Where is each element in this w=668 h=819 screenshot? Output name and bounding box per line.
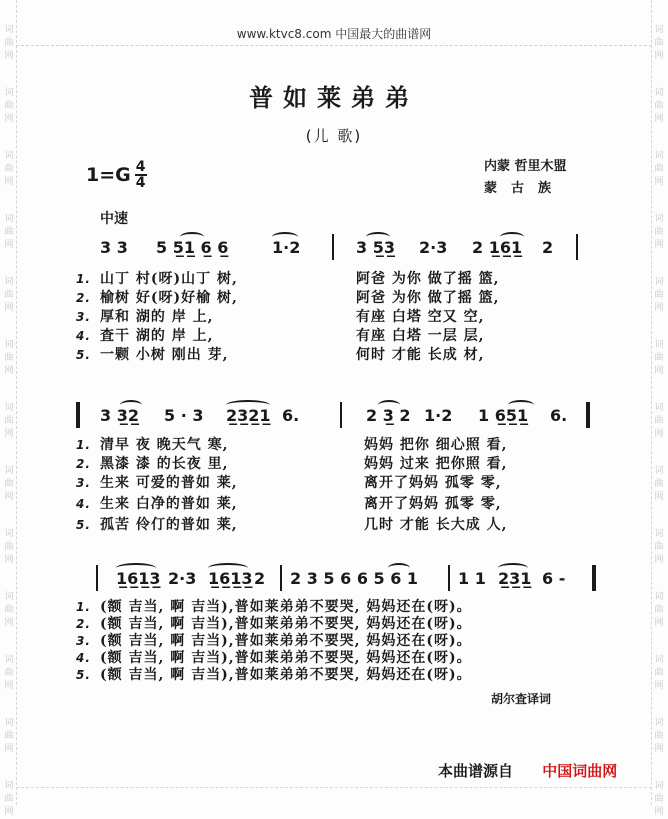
watermark-group [4,717,13,756]
watermark-char: 词 [4,340,14,350]
origin-region: 内蒙 哲里木盟 [484,159,567,174]
watermark-char: 网 [654,492,664,502]
watermark-char: 网 [654,681,664,691]
key-signature [86,160,147,190]
watermark-group [4,339,13,378]
watermark-char: 词 [654,88,664,98]
note-group: 1·2 [272,238,301,257]
watermark-char: 词 [654,592,664,602]
note-group: 3 3̲2̲ [100,406,139,425]
slur [272,232,298,242]
barline [448,565,450,591]
slur [388,563,410,573]
watermark-char: 网 [654,618,664,628]
site-url-line[interactable]: www.ktvc8.com 中国最大的曲谱网 [236,27,432,41]
watermark-char: 网 [654,555,664,565]
left-watermark-column [1,0,17,819]
watermark-char: 词 [4,25,14,35]
barline [280,565,282,591]
verse-line: 3. 厚和 湖的 岸 上, [76,309,214,325]
verse-line: 5. 一颗 小树 刚出 芽, [76,347,229,363]
verse-line: 几时 才能 长大成 人, [364,517,508,533]
watermark-char: 网 [654,366,664,376]
watermark-char: 网 [654,114,664,124]
slur [366,232,390,242]
note-group: 2 3 5 6 6 5 6 1 [290,569,419,588]
watermark-char: 词 [654,277,664,287]
watermark-char: 网 [654,429,664,439]
watermark-char: 曲 [4,794,14,804]
watermark-group [654,402,663,441]
note-group: 1̲6̲1̲3̲ [116,569,161,588]
watermark-char: 词 [654,403,664,413]
verse-line: 2. 榆树 好(呀)好榆 树, [76,290,238,306]
verse-line: 离开了妈妈 孤零 零, [364,475,502,491]
watermark-char: 网 [4,492,14,502]
song-origin [484,156,567,200]
slur [180,232,204,242]
note-group: 2 3̲ 2 [366,406,411,425]
slur [498,563,528,573]
watermark-group [654,717,663,756]
watermark-char: 曲 [654,605,664,615]
note-group: 3 5̲3̲ [356,238,395,257]
barline [96,565,98,591]
verse-line: 4. 査干 湖的 岸 上, [76,328,214,344]
note-group: 6 - [542,569,566,588]
verse-line: 3. 生来 可爱的普如 莱, [76,475,238,491]
watermark-group [4,276,13,315]
watermark-char: 网 [654,807,664,817]
watermark-char: 网 [4,303,14,313]
note-group: 3 3 [100,238,128,257]
source-footer [438,760,617,781]
barline [576,234,578,260]
watermark-char: 词 [654,340,664,350]
watermark-char: 词 [4,529,14,539]
watermark-char: 词 [654,781,664,791]
watermark-char: 网 [4,681,14,691]
source-label: 本曲谱源自 [438,762,514,780]
translator-credit: 胡尔査译词 [491,692,552,706]
watermark-char: 曲 [4,164,14,174]
watermark-group [654,213,663,252]
verse-line: 有座 白塔 空又 空, [356,309,485,325]
watermark-char: 网 [4,114,14,124]
note-group: 2 [542,238,554,257]
note-group: 2·3 [419,238,448,257]
watermark-char: 词 [654,151,664,161]
note-group: 2̲3̲1̲ [498,569,532,588]
barline [332,234,334,260]
note-group: 6. [550,406,568,425]
time-signature-top: 4 [135,159,146,175]
watermark-group [654,276,663,315]
watermark-char: 网 [4,51,14,61]
notation-row [96,563,616,591]
watermark-char: 网 [654,51,664,61]
watermark-char: 网 [4,744,14,754]
verse-line: 3. (额 吉当, 啊 吉当),普如莱弟弟不要哭, 妈妈还在(呀)。 [76,633,472,649]
watermark-char: 网 [654,303,664,313]
note-group: 1·2 [424,406,453,425]
watermark-char: 词 [654,718,664,728]
watermark-char: 词 [654,529,664,539]
watermark-char: 词 [4,466,14,476]
key-label: 1=G [86,164,131,186]
slur [120,400,142,410]
score-system-2 [76,400,596,533]
song-subtitle: (儿 歌) [305,127,363,145]
verse-line: 阿爸 为你 做了摇 篮, [356,271,500,287]
watermark-char: 曲 [654,101,664,111]
verse-line: 阿爸 为你 做了摇 篮, [356,290,500,306]
watermark-char: 词 [4,151,14,161]
watermark-group [654,654,663,693]
barline [76,402,80,428]
slur [378,400,400,410]
watermark-char: 网 [4,240,14,250]
watermark-char: 词 [4,592,14,602]
watermark-char: 曲 [4,731,14,741]
watermark-char: 词 [654,655,664,665]
time-signature [135,160,147,190]
slur [226,400,270,410]
watermark-char: 曲 [654,542,664,552]
watermark-char: 网 [4,429,14,439]
watermark-group [654,780,663,819]
verse-line: 何时 才能 长成 材, [356,347,485,363]
watermark-char: 网 [4,366,14,376]
slur [500,232,524,242]
watermark-char: 曲 [4,353,14,363]
verse-line: 5. (额 吉当, 啊 吉当),普如莱弟弟不要哭, 妈妈还在(呀)。 [76,667,472,683]
watermark-char: 曲 [4,668,14,678]
notation-row [76,232,596,260]
watermark-char: 曲 [4,605,14,615]
verse-line: 妈妈 过来 把你照 看, [364,456,508,472]
bottom-divider [16,787,652,788]
verse-line: 4. (额 吉当, 啊 吉当),普如莱弟弟不要哭, 妈妈还在(呀)。 [76,650,472,666]
barline [340,402,342,428]
note-group: 2̲3̲2̲1̲ [226,406,271,425]
barline [592,565,596,591]
watermark-group [4,591,13,630]
brand-link[interactable]: 中国词曲网 [542,762,618,780]
watermark-char: 曲 [654,416,664,426]
time-signature-bottom: 4 [135,175,146,191]
watermark-char: 词 [4,403,14,413]
verse-line: 妈妈 把你 细心照 看, [364,437,508,453]
watermark-group [4,465,13,504]
watermark-char: 网 [654,240,664,250]
watermark-char: 曲 [654,38,664,48]
verse-line: 4. 生来 白净的普如 莱, [76,496,238,512]
slur [208,563,248,573]
note-group: 2 1̲6̲1̲ [472,238,523,257]
watermark-char: 曲 [4,38,14,48]
note-group: 5 · 3 [164,406,204,425]
watermark-char: 曲 [654,731,664,741]
watermark-char: 曲 [4,542,14,552]
watermark-group [4,654,13,693]
watermark-char: 曲 [654,353,664,363]
watermark-char: 曲 [4,416,14,426]
note-group: 2 [254,569,266,588]
notation-row [76,400,596,428]
verse-line: 有座 白塔 一层 层, [356,328,485,344]
watermark-group [654,528,663,567]
watermark-char: 网 [4,177,14,187]
watermark-group [4,213,13,252]
note-group: 1 6̲5̲1̲ [478,406,529,425]
slur [508,400,534,410]
watermark-char: 网 [4,555,14,565]
verse-line: 2. (额 吉当, 啊 吉当),普如莱弟弟不要哭, 妈妈还在(呀)。 [76,616,472,632]
top-divider [16,45,652,46]
right-watermark-column [651,0,667,819]
note-group: 1 1 [458,569,486,588]
watermark-char: 网 [4,618,14,628]
watermark-char: 词 [4,781,14,791]
tempo-marking: 中速 [100,211,128,227]
watermark-char: 网 [4,807,14,817]
verse-line: 1. 山丁 村(呀)山丁 树, [76,271,238,287]
watermark-char: 网 [654,177,664,187]
watermark-char: 曲 [654,290,664,300]
score-system-3 [76,563,616,683]
watermark-char: 曲 [654,479,664,489]
watermark-char: 曲 [4,227,14,237]
watermark-group [654,339,663,378]
watermark-char: 词 [654,466,664,476]
note-group: 6. [282,406,300,425]
watermark-char: 曲 [4,101,14,111]
watermark-char: 曲 [654,668,664,678]
note-group: 5 5̲1̲ 6̲ 6̲ [156,238,229,257]
watermark-group [4,150,13,189]
barline [586,402,590,428]
watermark-group [654,465,663,504]
verse-line: 离开了妈妈 孤零 零, [364,496,502,512]
watermark-group [654,591,663,630]
watermark-char: 网 [654,744,664,754]
watermark-char: 曲 [654,164,664,174]
song-title: 普如莱弟弟 [249,83,419,112]
watermark-char: 词 [4,214,14,224]
watermark-char: 曲 [654,227,664,237]
note-group: 2·3 [168,569,197,588]
slur [116,563,156,573]
verse-line: 5. 孤苦 伶仃的普如 莱, [76,517,238,533]
watermark-char: 曲 [4,479,14,489]
score-system-1 [76,232,596,363]
watermark-char: 曲 [654,794,664,804]
verse-line: 1. (额 吉当, 啊 吉当),普如莱弟弟不要哭, 妈妈还在(呀)。 [76,599,472,615]
watermark-char: 词 [4,277,14,287]
watermark-group [4,528,13,567]
watermark-char: 词 [654,25,664,35]
watermark-group [4,780,13,819]
origin-ethnicity: 蒙古族 [484,181,566,196]
watermark-group [4,402,13,441]
watermark-char: 词 [4,655,14,665]
verse-line: 1. 清早 夜 晚天气 寒, [76,437,229,453]
watermark-char: 曲 [4,290,14,300]
verse-line: 2. 黑漆 漆 的长夜 里, [76,456,229,472]
watermark-char: 词 [4,88,14,98]
watermark-char: 词 [654,214,664,224]
watermark-char: 词 [4,718,14,728]
watermark-group [654,150,663,189]
note-group: 1̲6̲1̲3̲ [208,569,253,588]
